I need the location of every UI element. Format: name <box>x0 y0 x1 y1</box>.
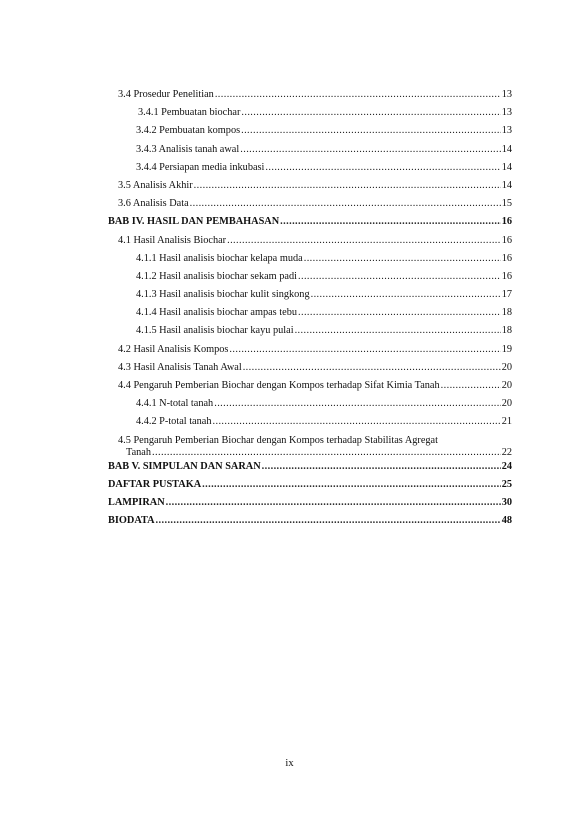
toc-entry <box>108 341 512 359</box>
toc-entry-label: 4.4.2 P-total tanah <box>136 416 212 428</box>
toc-entry <box>108 322 512 340</box>
toc-entry-label: 4.1.5 Hasil analisis biochar kayu pulai <box>136 325 294 337</box>
toc-entry <box>108 104 512 122</box>
dot-leader <box>262 458 501 476</box>
toc-entry-page: 18 <box>501 307 512 319</box>
toc-entry <box>108 177 512 195</box>
toc-entry-label: 3.4.2 Pembuatan kompos <box>136 125 241 137</box>
toc-entry-label: 4.2 Hasil Analisis Kompos <box>118 343 229 355</box>
toc-entry-label-continued: Tanah <box>126 446 152 458</box>
toc-entry-page: 14 <box>501 179 512 191</box>
toc-entry-page: 13 <box>501 89 512 100</box>
toc-entry <box>108 359 512 377</box>
dot-leader <box>215 86 501 104</box>
toc-entry-label: 3.6 Analisis Data <box>118 198 189 210</box>
toc-entry-page: 16 <box>501 252 512 264</box>
toc-entry <box>108 395 512 413</box>
toc-entry-label: 4.1.4 Hasil analisis biochar ampas tebu <box>136 307 297 319</box>
toc-entry-label: 4.5 Pengaruh Pemberian Biochar dengan Kompos terhadap Stabilitas Agregat <box>118 434 438 446</box>
dot-leader <box>311 286 501 304</box>
dot-leader <box>298 304 501 322</box>
toc-entry-label: 4.4 Pengaruh Pemberian Biochar dengan Kompos terhadap Sifat Kimia Tanah <box>118 380 440 391</box>
toc-entry-label: BIODATA <box>108 515 155 527</box>
toc-entry <box>108 304 512 322</box>
toc-entry-page: 16 <box>501 234 512 246</box>
toc-entry-label: 3.5 Analisis Akhir <box>118 179 193 191</box>
toc-entry-label: 3.4.3 Analisis tanah awal <box>136 143 240 155</box>
toc-entry-page: 13 <box>501 125 512 137</box>
dot-leader <box>441 377 501 395</box>
toc-entry-label: 3.4 Prosedur Penelitian <box>118 89 214 100</box>
toc-entry-label: 3.4.4 Persiapan media inkubasi <box>136 161 265 173</box>
toc-entry <box>108 195 512 213</box>
toc-entry-page: 19 <box>501 343 512 355</box>
dot-leader <box>202 476 501 494</box>
table-of-contents <box>108 86 512 530</box>
toc-entry-page: 14 <box>501 161 512 173</box>
toc-entry-label: LAMPIRAN <box>108 496 165 508</box>
toc-entry <box>108 232 512 250</box>
toc-entry-label: 4.1.2 Hasil analisis biochar sekam padi <box>136 270 297 282</box>
toc-entry-page: 16 <box>501 216 512 228</box>
dot-leader <box>241 104 500 122</box>
toc-entry-page: 20 <box>501 380 512 391</box>
toc-entry-page: 21 <box>501 416 512 428</box>
toc-chapter-entry <box>108 458 512 476</box>
dot-leader <box>194 177 501 195</box>
toc-entry-label: 4.1 Hasil Analisis Biochar <box>118 234 227 246</box>
toc-entry-page: 24 <box>501 460 512 472</box>
toc-entry <box>108 122 512 140</box>
toc-entry <box>108 268 512 286</box>
toc-entry <box>108 141 512 159</box>
dot-leader <box>156 512 501 530</box>
toc-entry-page: 20 <box>501 361 512 373</box>
dot-leader <box>240 141 500 159</box>
toc-entry-page: 18 <box>501 325 512 337</box>
dot-leader <box>213 413 501 431</box>
dot-leader <box>214 395 500 413</box>
toc-entry-label: 3.4.1 Pembuatan biochar <box>138 107 241 119</box>
dot-leader <box>243 359 501 377</box>
page-number: ix <box>285 758 294 769</box>
toc-entry-page: 16 <box>501 270 512 282</box>
toc-entry-label: 4.4.1 N-total tanah <box>136 398 214 410</box>
toc-entry <box>108 413 512 431</box>
toc-entry-page: 20 <box>501 398 512 410</box>
dot-leader <box>229 341 500 359</box>
toc-entry-page: 48 <box>501 515 512 527</box>
toc-entry-label: BAB V. SIMPULAN DAN SARAN <box>108 460 261 472</box>
toc-entry-page: 30 <box>501 496 512 508</box>
toc-entry-label: BAB IV. HASIL DAN PEMBAHASAN <box>108 216 280 228</box>
toc-chapter-entry <box>108 213 512 231</box>
dot-leader <box>227 232 501 250</box>
toc-entry <box>108 159 512 177</box>
dot-leader <box>166 494 501 512</box>
toc-entry-page: 17 <box>501 289 512 301</box>
toc-entry-label: 4.1.3 Hasil analisis biochar kulit singkong <box>136 289 310 301</box>
toc-entry-page: 22 <box>501 446 512 458</box>
toc-entry <box>108 86 512 104</box>
dot-leader <box>298 268 501 286</box>
dot-leader <box>295 322 501 340</box>
toc-chapter-entry <box>108 512 512 530</box>
toc-entry-wrapped <box>108 432 512 458</box>
toc-entry-label: 4.1.1 Hasil analisis biochar kelapa muda <box>136 252 303 264</box>
toc-entry <box>108 286 512 304</box>
toc-entry-page: 13 <box>501 107 512 119</box>
toc-entry-label: 4.3 Hasil Analisis Tanah Awal <box>118 361 242 373</box>
dot-leader <box>190 195 501 213</box>
toc-entry-page: 14 <box>501 143 512 155</box>
toc-entry-page: 15 <box>501 198 512 210</box>
dot-leader <box>304 250 501 268</box>
toc-chapter-entry <box>108 494 512 512</box>
toc-chapter-entry <box>108 476 512 494</box>
toc-entry-label: DAFTAR PUSTAKA <box>108 478 202 490</box>
dot-leader <box>241 122 501 140</box>
dot-leader <box>280 213 501 231</box>
dot-leader <box>265 159 500 177</box>
toc-entry <box>108 377 512 395</box>
toc-entry <box>108 250 512 268</box>
toc-entry-page: 25 <box>501 478 512 490</box>
